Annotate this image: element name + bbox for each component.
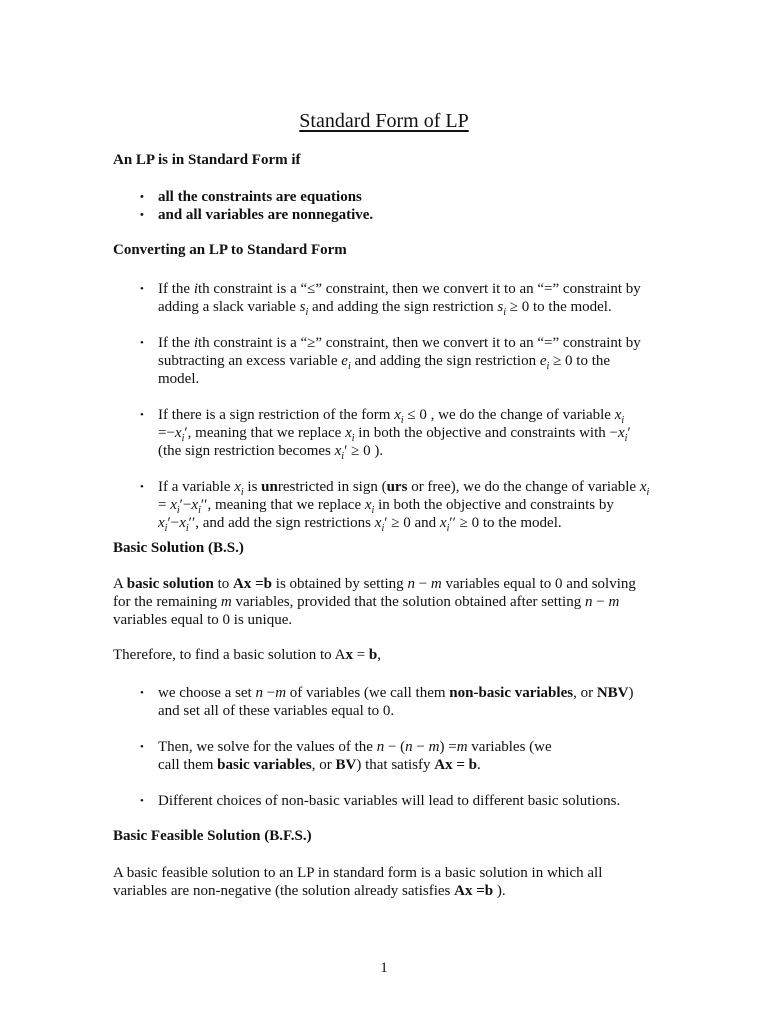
list-item-sign-restriction: • If there is a sign restriction of the form $x_i \le 0$ , we do the change of variable $x_i$ $=-x_i'$, meaning that we replace $x_i$ in both the objective and constraints with $-x_i'$ (the sign restriction becomes $x_i' \ge 0$ ). bbox=[113, 406, 653, 460]
section-heading-standard-form: An LP is in Standard Form if bbox=[113, 152, 301, 168]
conversion-rules bbox=[113, 280, 653, 532]
page-title: Standard Form of LP bbox=[299, 110, 469, 132]
list-item: • and all variables are nonnegative. bbox=[113, 206, 653, 224]
list-item-nbv: • we choose a set n −m of variables (we call them non-basic variables, or NBV) and set all of these variables equal to 0. bbox=[113, 684, 653, 720]
list-item-bv: • Then, we solve for the values of the n − (n − m) =m variables (we call them basic variables, or BV) that satisfy Ax = b. bbox=[113, 738, 653, 774]
bfs-definition: A basic feasible solution to an LP in standard form is a basic solution in which all variables are non-negative (the solution already satisfies Ax =b ). bbox=[113, 865, 603, 899]
basic-solution-procedure-intro: Therefore, to find a basic solution to Ax = b, bbox=[113, 647, 382, 663]
basic-solution-definition: A basic solution to Ax =b is obtained by setting n − m variables equal to 0 and solving for the remaining m variables, provided that the solution obtained after setting n − m variables equal to 0 is unique. bbox=[113, 576, 636, 628]
basic-solution-steps bbox=[113, 684, 653, 810]
list-item-slack: • If the ith constraint is a “≤” constraint, then we convert it to an “=” constraint by adding a slack variable $s_i$ and adding the sign restriction $s_i \ge 0$ to the model. bbox=[113, 280, 653, 316]
section-heading-converting: Converting an LP to Standard Form bbox=[113, 242, 347, 258]
list-item-excess: • If the ith constraint is a “≥” constraint, then we convert it to an “=” constraint by subtracting an excess variable $e_i$ and adding the sign restriction $e_i \ge 0$ to the model. bbox=[113, 334, 653, 388]
page-number: 1 bbox=[380, 960, 388, 976]
list-item-different-choices: • Different choices of non-basic variables will lead to different basic solutions. bbox=[113, 792, 653, 810]
section-heading-basic-solution: Basic Solution (B.S.) bbox=[113, 540, 244, 556]
section-heading-bfs: Basic Feasible Solution (B.F.S.) bbox=[113, 828, 312, 844]
list-item: • all the constraints are equations bbox=[113, 188, 653, 206]
standard-form-conditions bbox=[113, 188, 653, 224]
list-item-unrestricted: • If a variable $x_i$ is unrestricted in sign (urs or free), we do the change of variable $x_i$ = $x_i'-x_i''$, meaning that we replace $x_i$ in both the objective and constraints by $x_i'-x_i''$, and add the sign restrictions $x_i' \ge 0$ and $x_i'' \ge 0$ to the model. bbox=[113, 478, 653, 532]
